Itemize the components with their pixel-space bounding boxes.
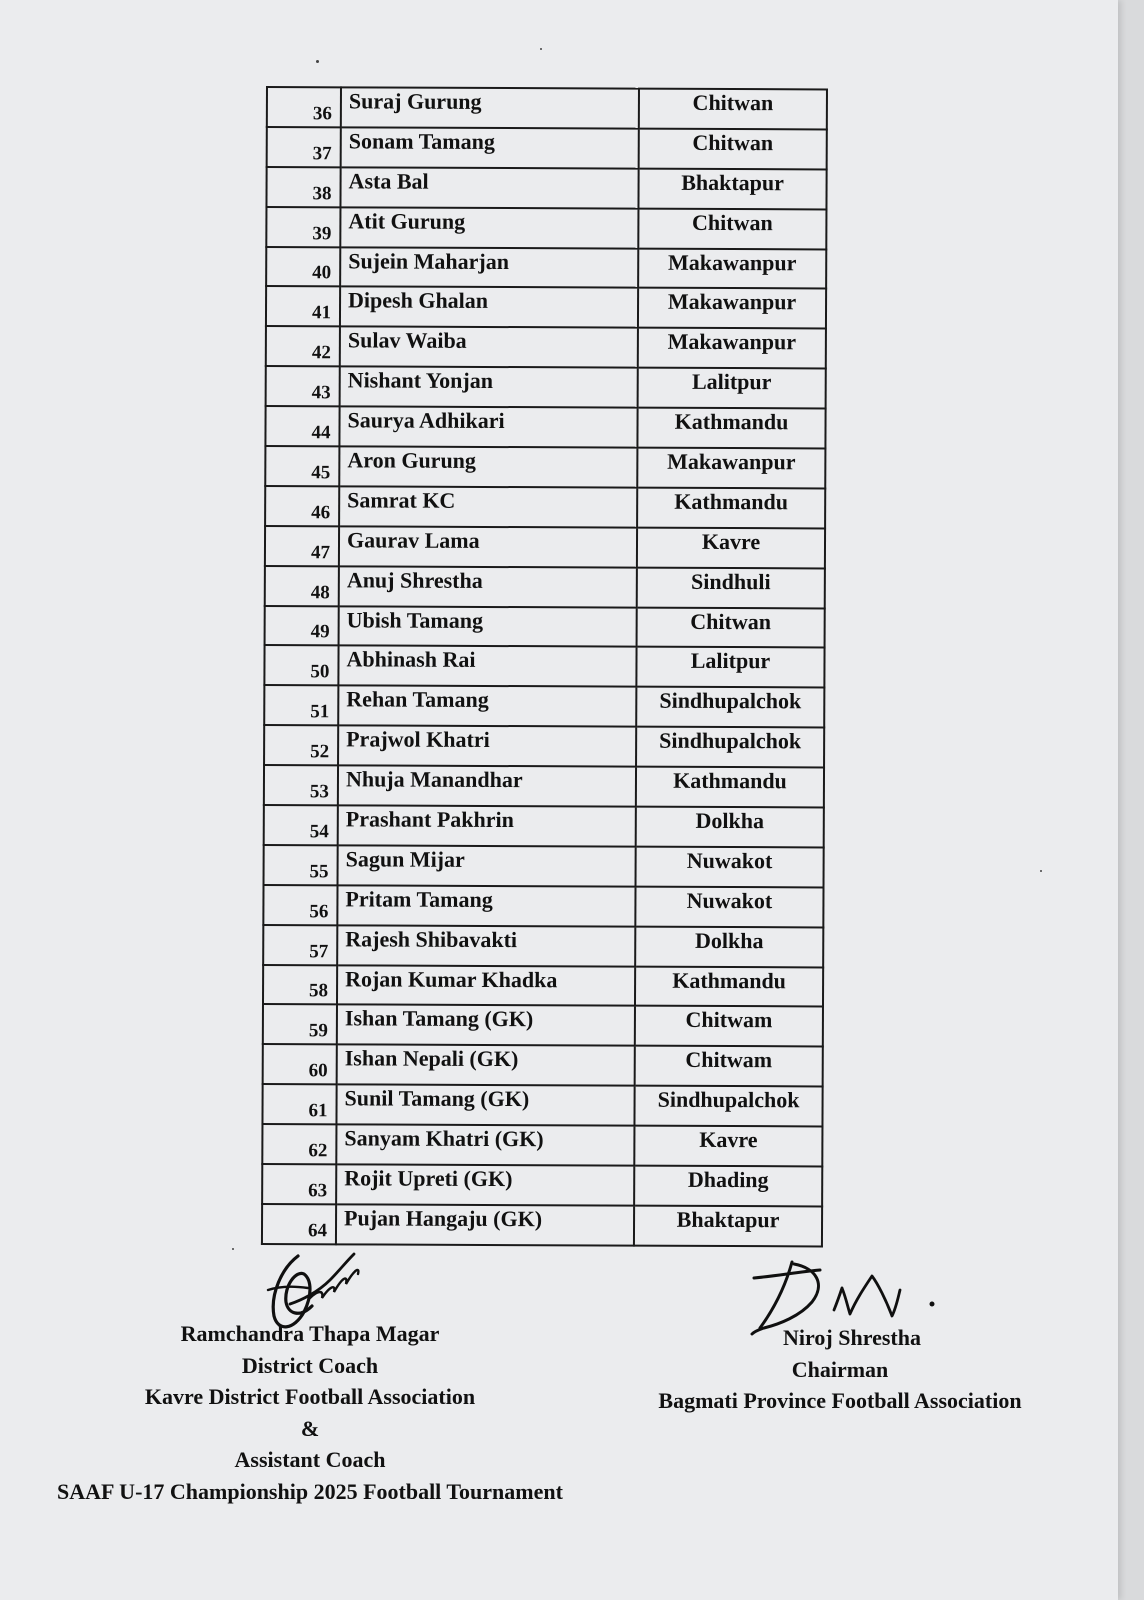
- player-district: Kathmandu: [637, 408, 825, 449]
- player-name: Sanyam Khatri (GK): [336, 1124, 634, 1165]
- player-district: Lalitpur: [638, 368, 826, 409]
- table-row: [265, 446, 825, 488]
- table-row: [265, 486, 825, 528]
- player-district: Dolkha: [635, 926, 823, 967]
- table-row: [266, 326, 826, 368]
- player-district: Kathmandu: [637, 488, 825, 529]
- player-district: Kavre: [634, 1126, 822, 1167]
- player-name: Ishan Tamang (GK): [337, 1005, 635, 1046]
- paper-speck: [316, 60, 319, 63]
- player-district: Sindhuli: [637, 567, 825, 608]
- table-row: [264, 805, 824, 847]
- table-row: [263, 965, 823, 1007]
- row-number: 41: [266, 286, 340, 326]
- player-district: Makawanpur: [638, 328, 826, 369]
- row-number: 62: [262, 1124, 336, 1164]
- player-name: Abhinash Rai: [338, 646, 636, 687]
- table-row: [266, 167, 826, 209]
- player-name: Sagun Mijar: [338, 845, 636, 886]
- player-district: Dolkha: [636, 807, 824, 848]
- table-row: [263, 1044, 823, 1086]
- player-district: Lalitpur: [636, 647, 824, 688]
- player-name: Saurya Adhikari: [339, 406, 637, 447]
- row-number: 42: [266, 326, 340, 366]
- table-row: [266, 207, 826, 249]
- row-number: 60: [263, 1044, 337, 1084]
- row-number: 52: [264, 725, 338, 765]
- signatory-right-name: Niroj Shrestha: [783, 1325, 921, 1350]
- player-district: Sindhupalchok: [634, 1086, 822, 1127]
- player-district: Kathmandu: [635, 966, 823, 1007]
- table-row: [262, 1164, 822, 1206]
- table-row: [264, 685, 824, 727]
- player-district: Makawanpur: [637, 448, 825, 489]
- player-name: Nhuja Manandhar: [338, 765, 636, 806]
- row-number: 45: [265, 446, 339, 486]
- player-name: Aron Gurung: [339, 446, 637, 487]
- player-name: Sujein Maharjan: [340, 247, 638, 288]
- table-row: [266, 286, 826, 328]
- player-name: Asta Bal: [340, 167, 638, 208]
- row-number: 55: [264, 845, 338, 885]
- player-district: Dhading: [634, 1166, 822, 1207]
- player-district: Sindhupalchok: [636, 727, 824, 768]
- player-name: Pujan Hangaju (GK): [336, 1204, 634, 1245]
- player-name: Atit Gurung: [340, 207, 638, 248]
- row-number: 63: [262, 1164, 336, 1204]
- row-number: 64: [262, 1204, 336, 1244]
- player-name: Suraj Gurung: [341, 87, 639, 128]
- table-row: [264, 645, 824, 687]
- row-number: 49: [265, 606, 339, 646]
- signatory-left-organization: Kavre District Football Association: [144, 1384, 476, 1409]
- signatory-right-block: [640, 1322, 1040, 1417]
- player-name: Rojit Upreti (GK): [336, 1164, 634, 1205]
- row-number: 59: [263, 1004, 337, 1044]
- player-name: Rajesh Shibavakti: [337, 925, 635, 966]
- table-row: [265, 526, 825, 568]
- row-number: 43: [266, 366, 340, 406]
- row-number: 36: [267, 87, 341, 127]
- table-row: [266, 247, 826, 289]
- paper-speck: [232, 1248, 234, 1250]
- player-name: Nishant Yonjan: [340, 367, 638, 408]
- player-name: Ubish Tamang: [339, 606, 637, 647]
- player-district: Chitwan: [639, 89, 827, 130]
- table-row: [267, 127, 827, 169]
- paper-speck: [1040, 870, 1042, 872]
- table-row: [265, 566, 825, 608]
- signatory-left-conjunction: &: [300, 1415, 320, 1441]
- player-district: Bhaktapur: [634, 1206, 822, 1247]
- player-name: Rehan Tamang: [338, 686, 636, 727]
- row-number: 58: [263, 965, 337, 1005]
- player-district: Kathmandu: [636, 767, 824, 808]
- table-row: [263, 925, 823, 967]
- row-number: 37: [267, 127, 341, 167]
- signatory-left-event: SAAF U-17 Championship 2025 Football Tournament: [57, 1478, 563, 1504]
- row-number: 50: [264, 645, 338, 685]
- table-row: [262, 1084, 822, 1126]
- row-number: 57: [263, 925, 337, 965]
- table-row: [265, 406, 825, 448]
- row-number: 53: [264, 765, 338, 805]
- player-name: Sulav Waiba: [340, 327, 638, 368]
- roster-body: [262, 87, 827, 1246]
- row-number: 56: [263, 885, 337, 925]
- player-district: Chitwam: [635, 1006, 823, 1047]
- player-name: Gaurav Lama: [339, 526, 637, 567]
- player-district: Sindhupalchok: [636, 687, 824, 728]
- signatory-left-title2: Assistant Coach: [234, 1447, 386, 1472]
- player-name: Anuj Shrestha: [339, 566, 637, 607]
- player-district: Chitwan: [639, 129, 827, 170]
- row-number: 48: [265, 566, 339, 606]
- row-number: 47: [265, 526, 339, 566]
- table-row: [263, 1004, 823, 1046]
- table-row: [265, 606, 825, 648]
- table-row: [262, 1204, 822, 1246]
- row-number: 51: [264, 685, 338, 725]
- player-name: Prashant Pakhrin: [338, 805, 636, 846]
- table-row: [266, 366, 826, 408]
- signatory-left-name: Ramchandra Thapa Magar: [180, 1321, 440, 1346]
- player-name: Dipesh Ghalan: [340, 287, 638, 328]
- row-number: 40: [266, 247, 340, 287]
- player-district: Makawanpur: [638, 288, 826, 329]
- player-name: Sonam Tamang: [341, 127, 639, 168]
- signatory-right-organization: Bagmati Province Football Association: [658, 1388, 1022, 1413]
- table-row: [264, 765, 824, 807]
- player-district: Chitwan: [638, 208, 826, 249]
- table-row: [263, 885, 823, 927]
- player-name: Prajwol Khatri: [338, 726, 636, 767]
- row-number: 54: [264, 805, 338, 845]
- signatory-left-block: [20, 1318, 600, 1507]
- row-number: 61: [262, 1084, 336, 1124]
- table-row: [262, 1124, 822, 1166]
- player-district: Chitwam: [635, 1046, 823, 1087]
- player-district: Nuwakot: [636, 847, 824, 888]
- player-name: Pritam Tamang: [337, 885, 635, 926]
- row-number: 39: [266, 207, 340, 247]
- player-district: Bhaktapur: [638, 168, 826, 209]
- table-row: [267, 87, 827, 129]
- player-district: Makawanpur: [638, 248, 826, 289]
- player-name: Ishan Nepali (GK): [337, 1045, 635, 1086]
- player-district: Chitwan: [637, 607, 825, 648]
- signatory-left-title: District Coach: [241, 1352, 379, 1378]
- player-name: Sunil Tamang (GK): [336, 1085, 634, 1126]
- row-number: 38: [266, 167, 340, 207]
- row-number: 44: [265, 406, 339, 446]
- player-roster-table: [261, 86, 828, 1247]
- player-district: Kavre: [637, 527, 825, 568]
- player-name: Samrat KC: [339, 486, 637, 527]
- paper-speck: [540, 48, 542, 50]
- table-row: [264, 845, 824, 887]
- signatory-right-title: Chairman: [791, 1356, 889, 1382]
- row-number: 46: [265, 486, 339, 526]
- player-name: Rojan Kumar Khadka: [337, 965, 635, 1006]
- table-row: [264, 725, 824, 767]
- player-district: Nuwakot: [635, 886, 823, 927]
